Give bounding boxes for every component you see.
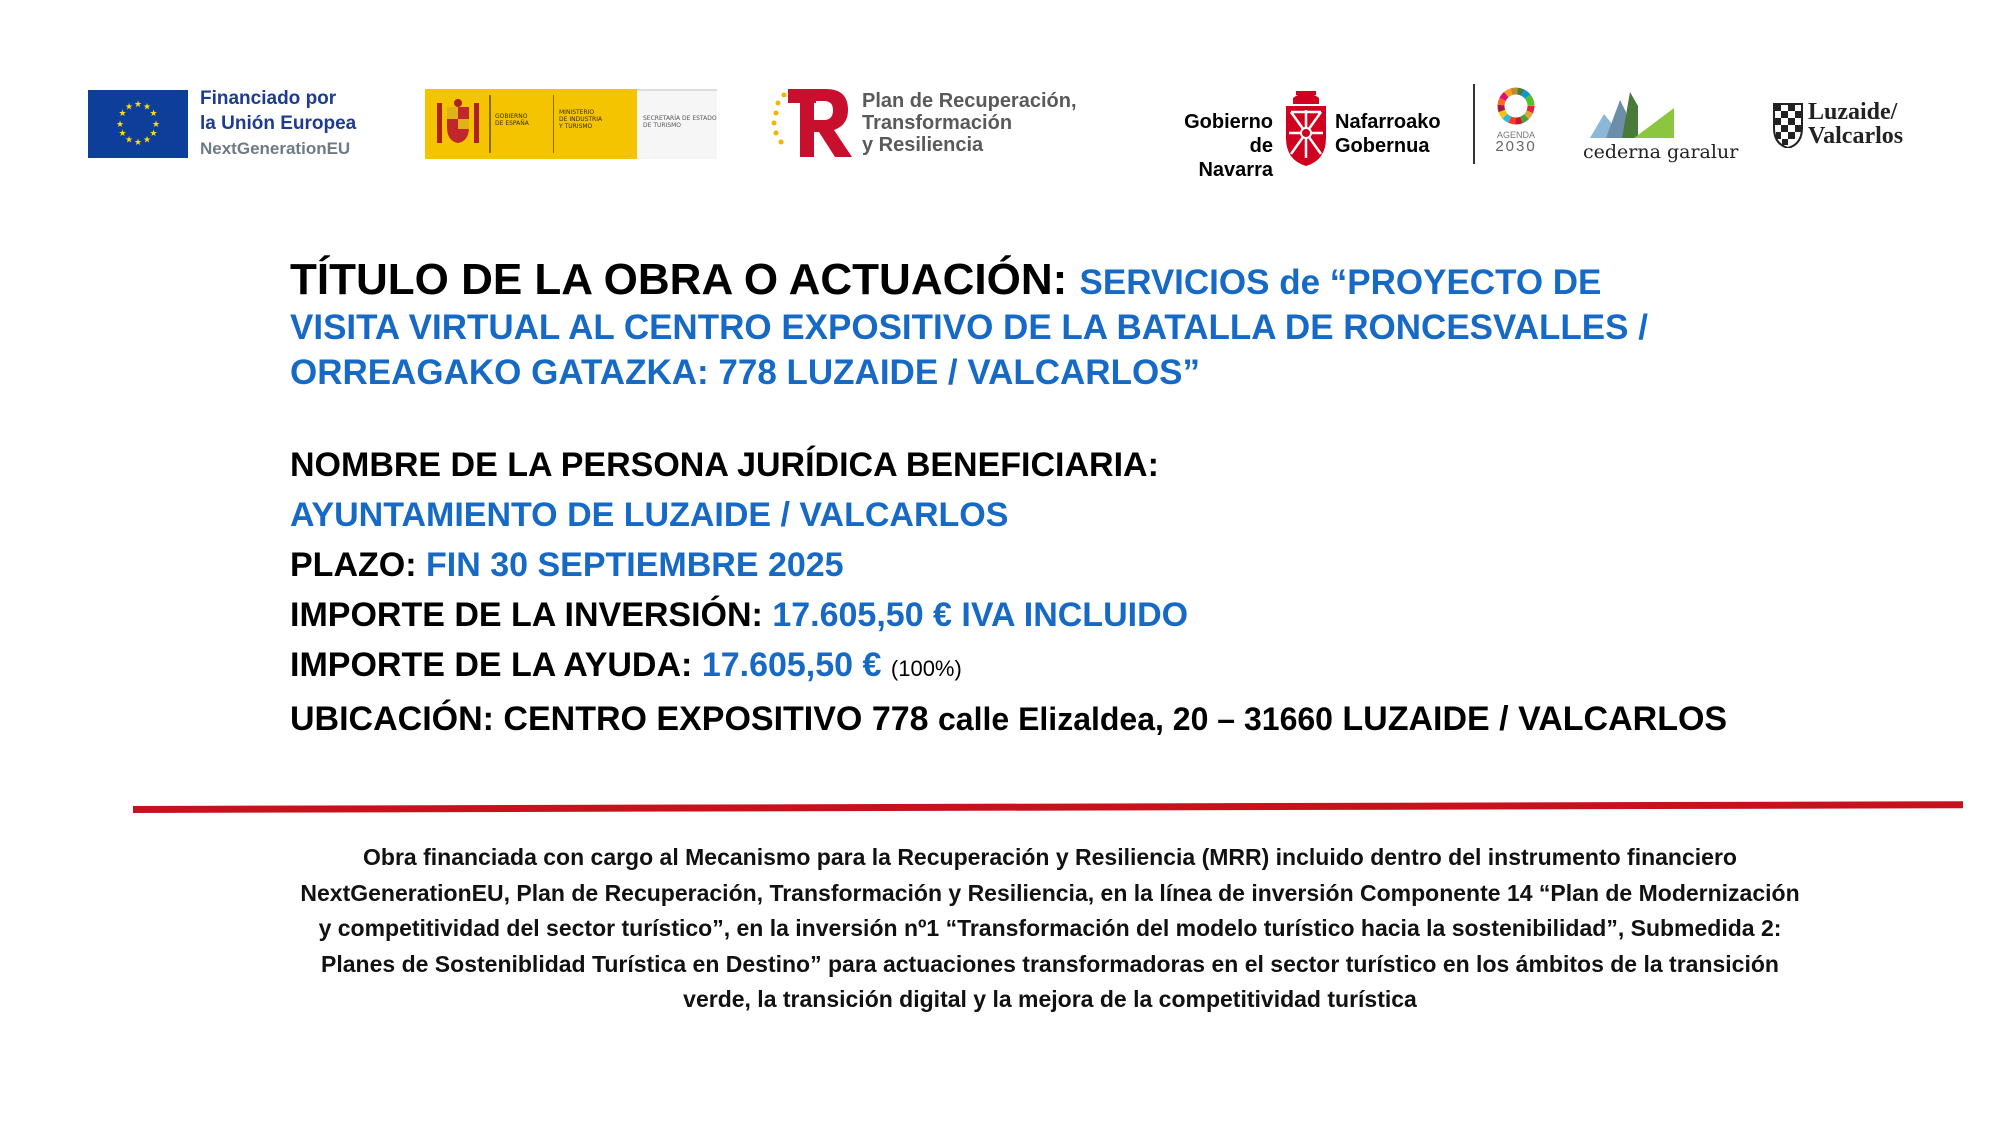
- navarra-right-line1: Nafarroako: [1335, 111, 1441, 133]
- svg-text:★: ★: [124, 135, 134, 146]
- spain-government-logo: [425, 89, 637, 159]
- aid-row: [290, 640, 1910, 694]
- spain-secretary-text: SECRETARÍA DE ESTADO DE TURISMO: [643, 115, 717, 129]
- cederna-mountains-icon: [1590, 92, 1674, 138]
- agenda-year: 2030: [1495, 138, 1537, 155]
- investment-label: IMPORTE DE LA INVERSIÓN:: [290, 596, 763, 634]
- recovery-plan-line1: Plan de Recuperación,: [862, 90, 1077, 112]
- investment-value: 17.605,50 € IVA INCLUIDO: [772, 596, 1189, 634]
- location-label: UBICACIÓN: CENTRO EXPOSITIVO 778: [290, 700, 929, 738]
- navarra-text-es: [1170, 110, 1273, 182]
- recovery-plan-text: [862, 90, 1077, 156]
- beneficiary-label: NOMBRE DE LA PERSONA JURÍDICA BENEFICIARIA:: [290, 446, 1159, 484]
- aid-percent: (100%): [890, 656, 962, 681]
- location-row: [290, 694, 1910, 744]
- agenda-2030-wheel-icon: [1496, 86, 1536, 126]
- deadline-value: FIN 30 SEPTIEMBRE 2025: [426, 546, 844, 584]
- luzaide-line2: Valcarlos: [1808, 123, 1904, 149]
- spain-divider: [489, 95, 491, 153]
- investment-row: [290, 590, 1910, 640]
- project-title-block: [290, 255, 1910, 395]
- eu-line3: NextGenerationEU: [200, 139, 351, 158]
- recovery-plan-line2: Transformación: [862, 112, 1013, 134]
- deadline-row: [290, 540, 1910, 590]
- svg-text:★: ★: [149, 129, 158, 139]
- spain-coat-of-arms-icon: [433, 97, 483, 151]
- cederna-text: cederna garalur: [1583, 141, 1739, 163]
- svg-text:★: ★: [151, 120, 161, 130]
- logo-banner: [0, 0, 2000, 190]
- beneficiary-value: AYUNTAMIENTO DE LUZAIDE / VALCARLOS: [290, 496, 1009, 534]
- eu-flag-icon: [88, 90, 188, 158]
- location-place: LUZAIDE / VALCARLOS: [1342, 700, 1728, 738]
- footer-line-2: NextGenerationEU, Plan de Recuperación, Transformación y Resiliencia, en la línea de inversión Componente 14 “Plan de Modernización: [300, 879, 1800, 906]
- project-details: [290, 440, 1910, 744]
- title-value-part1: SERVICIOS de “PROYECTO DE: [1079, 263, 1602, 302]
- svg-text:★: ★: [124, 102, 134, 113]
- luzaide-checker-icon: [1770, 102, 1806, 148]
- recovery-plan-r-icon: [770, 87, 854, 159]
- footer-line-3: y competitividad del sector turístico”, en la inversión nº1 “Transformación del modelo turístico hacia la sostenibilidad”, Submedida 2:: [318, 915, 1782, 941]
- eu-line2: la Unión Europea: [200, 113, 357, 134]
- logo-divider: [1473, 84, 1475, 164]
- agenda-word: AGENDA: [1496, 130, 1535, 140]
- location-address: calle Elizaldea, 20 – 31660: [938, 701, 1333, 737]
- svg-text:★: ★: [142, 135, 152, 146]
- svg-text:★: ★: [133, 138, 143, 148]
- title-value-part3: ORREAGAKO GATAZKA: 778 LUZAIDE / VALCARLOS”: [290, 353, 1201, 392]
- spain-divider-2: [553, 95, 554, 153]
- aid-value: 17.605,50 €: [701, 646, 882, 684]
- svg-text:★: ★: [118, 129, 127, 139]
- svg-text:★: ★: [149, 109, 158, 119]
- title-line-1: [290, 255, 1910, 305]
- footer-line-5: verde, la transición digital y la mejora de la competitividad turística: [683, 986, 1417, 1012]
- svg-text:★: ★: [118, 109, 127, 119]
- eu-line1: Financiado por: [200, 88, 337, 109]
- spain-secretary-box: [637, 89, 717, 159]
- recovery-plan-line3: y Resiliencia: [862, 134, 984, 156]
- aid-label: IMPORTE DE LA AYUDA:: [290, 646, 693, 684]
- luzaide-text: [1808, 100, 1903, 148]
- footer-line-1: Obra financiada con cargo al Mecanismo para la Recuperación y Resiliencia (MRR) incluido dentro del instrumento financiero: [363, 844, 1737, 870]
- footer-line-4: Planes de Sosteniblidad Turística en Destino” para actuaciones transformadoras en el sector turístico en los ámbitos de la transición: [321, 950, 1779, 977]
- eu-funding-text: [200, 86, 356, 161]
- navarra-right-line2: Gobernua: [1335, 135, 1430, 157]
- svg-text:★: ★: [133, 100, 143, 110]
- spain-ministry-text: MINISTERIO DE INDUSTRIA Y TURISMO: [559, 109, 603, 130]
- navarra-shield-icon: [1283, 88, 1329, 168]
- svg-text:★: ★: [115, 120, 125, 130]
- luzaide-line1: Luzaide/: [1808, 99, 1898, 125]
- deadline-label: PLAZO:: [290, 546, 417, 584]
- title-value-part2: VISITA VIRTUAL AL CENTRO EXPOSITIVO DE LA BATALLA DE RONCESVALLES /: [290, 308, 1648, 347]
- funding-disclaimer: [210, 840, 1890, 1018]
- title-label: TÍTULO DE LA OBRA O ACTUACIÓN:: [290, 255, 1068, 304]
- red-divider-line: [133, 801, 1963, 813]
- svg-text:★: ★: [142, 102, 152, 113]
- spain-gov-text: GOBIERNO DE ESPAÑA: [495, 113, 529, 127]
- navarra-text-eu: [1335, 110, 1441, 158]
- navarra-left-line1: Gobierno: [1184, 111, 1273, 133]
- navarra-left-line2: de Navarra: [1198, 135, 1273, 181]
- agenda-2030-text: [1486, 130, 1546, 155]
